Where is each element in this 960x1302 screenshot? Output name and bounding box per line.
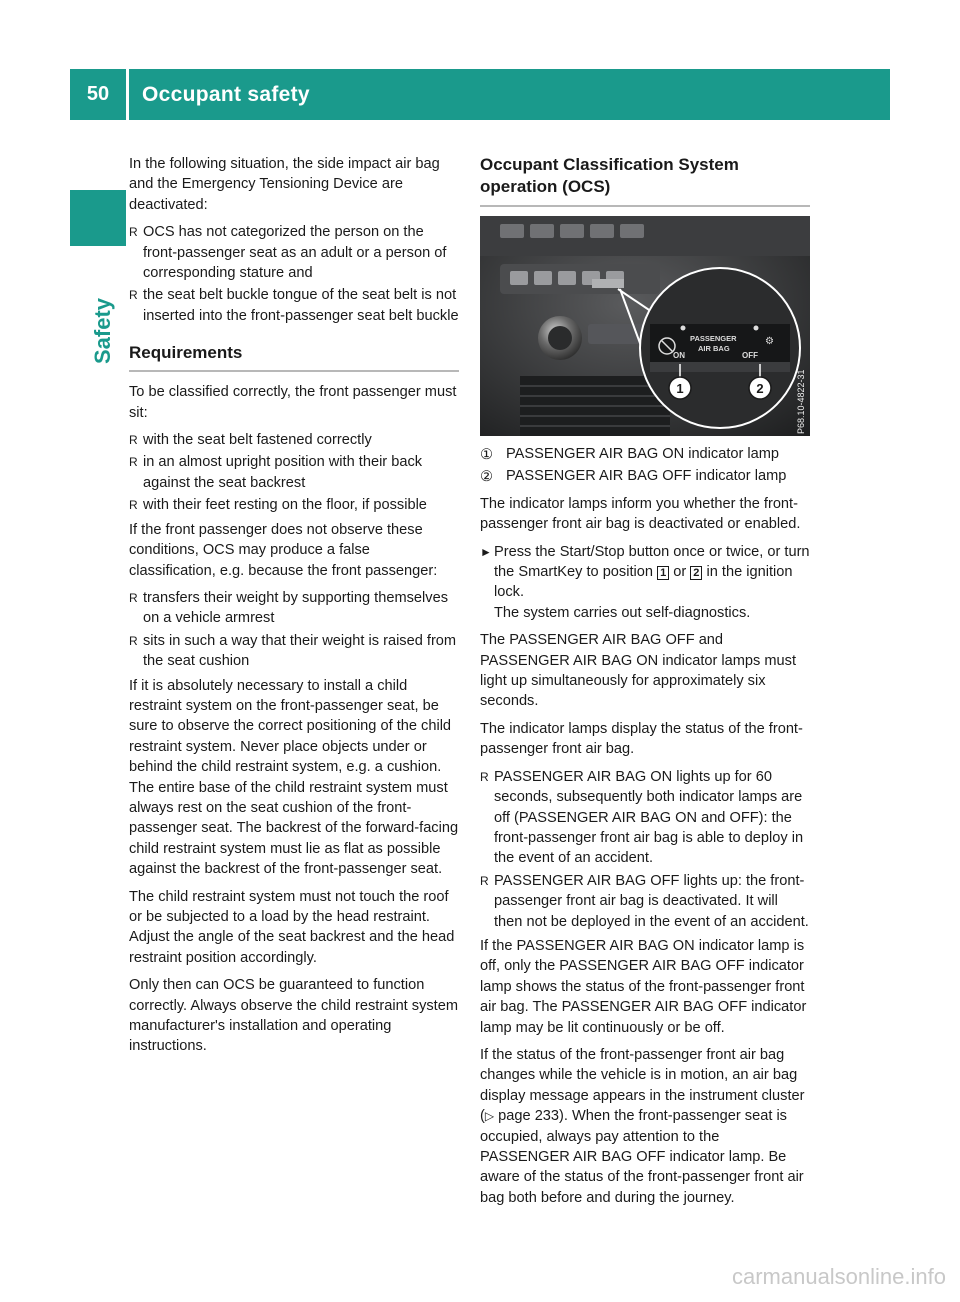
list-item: R with the seat belt fastened correctly: [129, 430, 459, 450]
page-number: 50: [86, 83, 110, 105]
callout-number: ①: [480, 447, 494, 463]
page-reference-link[interactable]: page 233: [498, 1108, 560, 1125]
legend-item-2: ② PASSENGER AIR BAG OFF indicator lamp: [480, 466, 810, 486]
key-position-2: 2: [690, 566, 702, 580]
inform-paragraph: The indicator lamps inform you whether the front-passenger front air bag is deactivated or enabled.: [480, 495, 801, 533]
head-restraint-paragraph: The child restraint system must not touch the roof or be subjected to a load by the head restraint. Adjust the angle of the seat backrest and the head restraint position accordingly.: [129, 888, 455, 966]
requirements-heading: Requirements: [129, 342, 459, 372]
lamp-off-label: OFF: [742, 351, 758, 360]
side-tab: [70, 190, 126, 246]
airbag-icon: ⚙: [765, 336, 774, 347]
indicator-lamp-figure: [480, 216, 810, 436]
page-title: Occupant safety: [142, 83, 310, 106]
requirements-intro: To be classified correctly, the front passenger must sit:: [129, 384, 457, 421]
lamp-on-label: ON: [673, 351, 685, 360]
key-position-1: 1: [657, 566, 669, 580]
bullet-icon: R: [129, 225, 138, 240]
legend-item-1: ① PASSENGER AIR BAG ON indicator lamp: [480, 444, 810, 464]
list-item: R with their feet resting on the floor, if possible: [129, 495, 459, 515]
bullet-icon: R: [129, 633, 138, 648]
lamp-bottom-label: AIR BAG: [698, 344, 730, 353]
step-arrow-icon: ►: [480, 544, 492, 559]
list-item: R the seat belt buckle tongue of the seat belt is not inserted into the front-passenger seat belt buckle: [129, 287, 459, 324]
right-column: [480, 154, 810, 1215]
bullet-icon: R: [480, 873, 489, 888]
on-off-paragraph: If the PASSENGER AIR BAG ON indicator lamp is off, only the PASSENGER AIR BAG OFF indicator lamp shows the status of the front-passenger front air bag. The PASSENGER AIR BAG OFF indicator lamp may be lit continuously or be off.: [480, 937, 807, 1036]
lamp-dot-icon: [681, 326, 686, 331]
lamp-top-label: PASSENGER: [690, 334, 737, 343]
header-bar: [70, 69, 890, 120]
step-result: The system carries out self-diagnostics.: [494, 604, 751, 621]
bullet-icon: R: [129, 455, 138, 470]
callout-number: ②: [480, 469, 494, 486]
lamp-strip: [592, 279, 624, 288]
button-row: [500, 224, 644, 238]
instruction-step: ► Press the Start/Stop button once or twice, or turn the SmartKey to position 1 or 2 in the ignition lock. The system carries out self-diagnostics.: [480, 543, 810, 621]
figure-code: P68.10-4822-31: [796, 369, 806, 434]
header-divider: [126, 69, 129, 120]
list-item: R PASSENGER AIR BAG ON lights up for 60 seconds, subsequently both indicator lamps are off (PASSENGER AIR BAG ON and OFF): the front-passenger front air bag is able to deploy in the event of an accident.: [480, 768, 804, 867]
list-item: R transfers their weight by supporting themselves on a vehicle armrest: [129, 589, 448, 627]
bullet-icon: R: [480, 769, 489, 784]
svg-text:1: 1: [676, 381, 684, 396]
dashboard-illustration: [480, 216, 810, 436]
child-restraint-paragraph: If it is absolutely necessary to install a child restraint system on the front-passenger seat, be sure to observe the correct positioning of the child restraint system. Never place objects under or behind the child restraint system, e.g. a cushion. The entire base of the child restraint system must always rest on the seat cushion of the front-passenger seat. The backrest of the forward-facing child restraint system must lie as flat as possible against the backrest of the front-passenger seat.: [129, 677, 459, 878]
lightup-paragraph: The PASSENGER AIR BAG OFF and PASSENGER AIR BAG ON indicator lamps must light up simultaneously for approximately six seconds.: [480, 632, 797, 710]
display-paragraph: The indicator lamps display the status of the front-passenger front air bag.: [480, 720, 803, 758]
svg-text:2: 2: [756, 381, 764, 396]
list-item: R PASSENGER AIR BAG OFF lights up: the front-passenger front air bag is deactivated. It will then not be deployed in the event of an accident.: [480, 872, 809, 930]
bullet-icon: R: [129, 433, 138, 448]
bullet-icon: R: [129, 590, 138, 605]
page-ref-icon: ▷: [484, 1109, 495, 1124]
lamp-dot-icon: [754, 326, 759, 331]
list-item: R OCS has not categorized the person on the front-passenger seat as an adult or a person of corresponding stature and: [129, 224, 447, 282]
motion-paragraph: If the status of the front-passenger front air bag changes while the vehicle is in motion, an air bag display message appears in the instrument cluster (▷ page 233). When the front-passenger seat is occupied, always pay attention to the PASSENGER AIR BAG OFF indicator lamp. Be aware of the status of the front-passenger front air bag both before and during the journey.: [480, 1046, 805, 1206]
instructions-paragraph: Only then can OCS be guaranteed to function correctly. Always observe the child restraint system manufacturer's installation and operating instructions.: [129, 977, 459, 1055]
side-section-label: Safety: [90, 297, 115, 364]
bullet-icon: R: [129, 498, 138, 513]
false-classification-intro: If the front passenger does not observe these conditions, OCS may produce a false classification, e.g. because the front passenger:: [129, 521, 438, 579]
footer-watermark: carmanualsonline.info: [731, 1264, 946, 1289]
left-column: [129, 154, 459, 1064]
bullet-icon: R: [129, 288, 138, 303]
intro-paragraph: In the following situation, the side impact air bag and the Emergency Tensioning Device are deactivated:: [129, 156, 440, 213]
list-item: R in an almost upright position with their back against the seat backrest: [129, 454, 423, 491]
ocs-heading: Occupant Classification System operation (OCS): [480, 154, 810, 207]
list-item: R sits in such a way that their weight is raised from the seat cushion: [129, 632, 457, 670]
